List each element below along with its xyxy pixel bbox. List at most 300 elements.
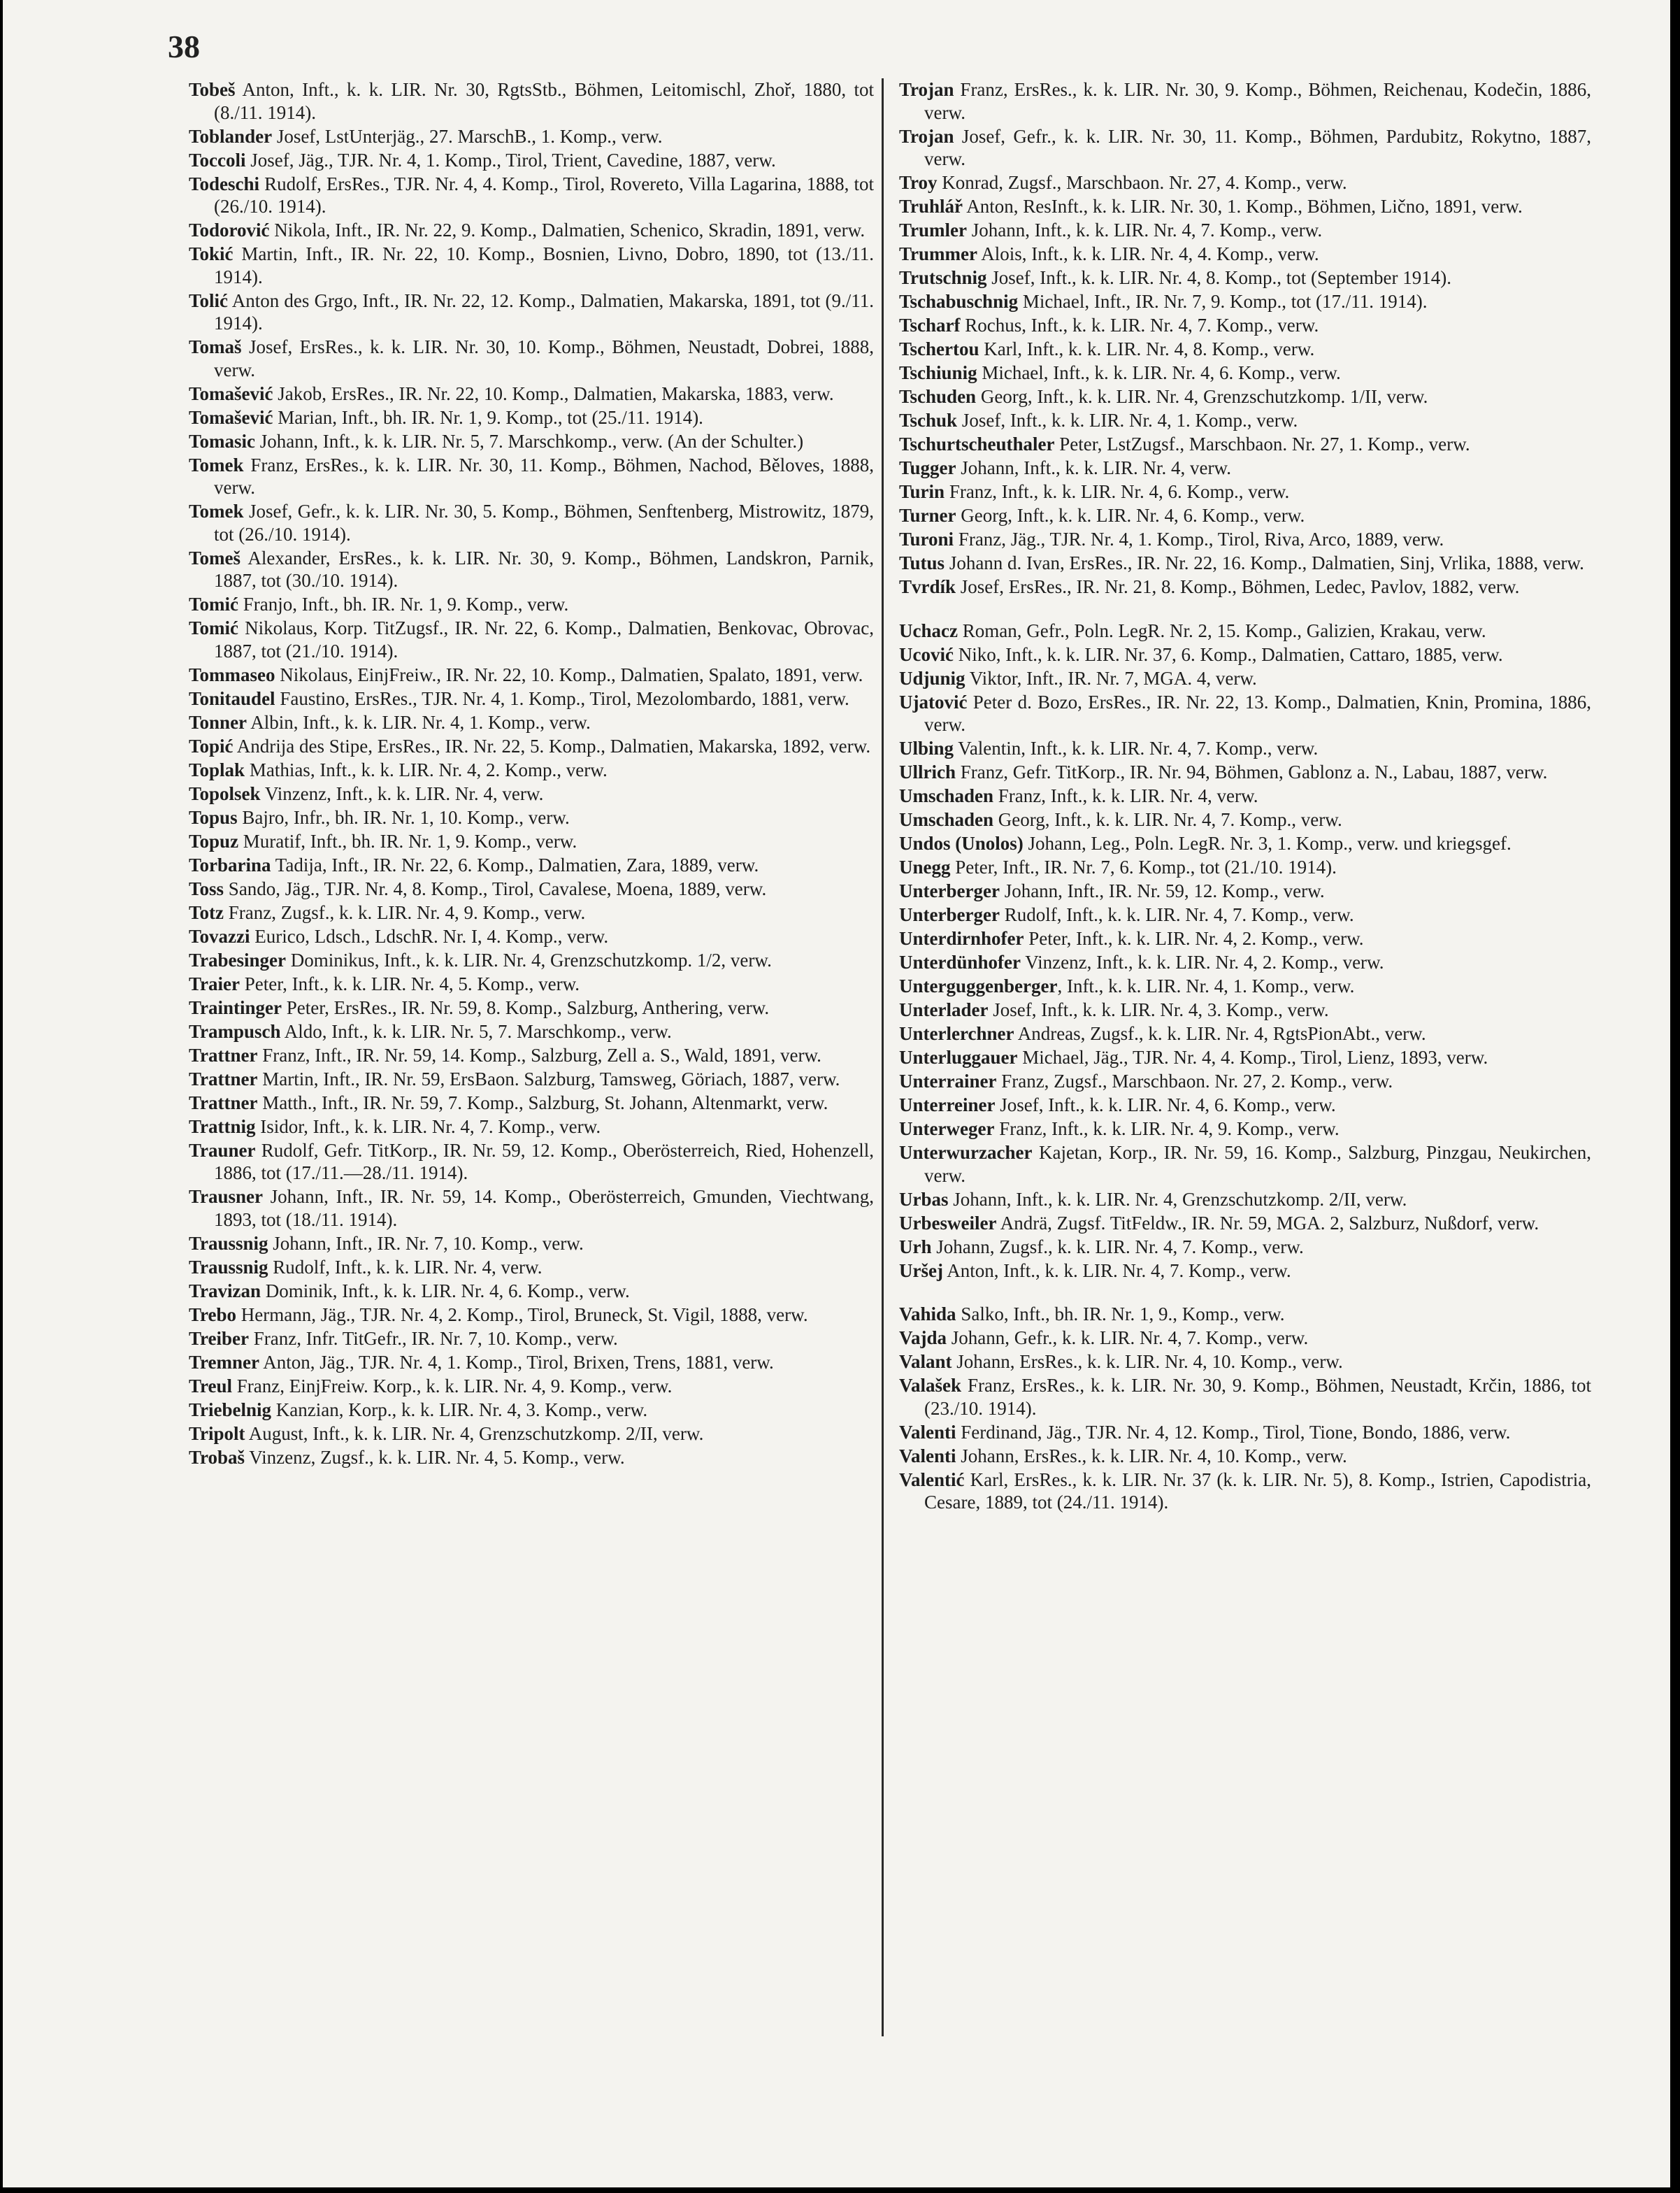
entry-details: Andrija des Stipe, ErsRes., IR. Nr. 22, 5. Komp., Dalmatien, Makarska, 1892, verw. xyxy=(233,735,871,757)
entry-details: Vinzenz, Inft., k. k. LIR. Nr. 4, 2. Komp., verw. xyxy=(1021,952,1384,973)
entry-surname: Unterreiner xyxy=(899,1094,996,1115)
entry-surname: Tomaš xyxy=(189,336,242,357)
casualty-entry xyxy=(899,1259,1591,1283)
casualty-entry xyxy=(189,711,874,734)
casualty-entry xyxy=(899,1022,1591,1045)
entry-surname: Toccoli xyxy=(189,149,246,171)
casualty-entry xyxy=(189,1351,874,1374)
casualty-entry xyxy=(899,808,1591,831)
entry-surname: Troy xyxy=(899,172,938,193)
entry-details: Johann, ErsRes., k. k. LIR. Nr. 4, 10. Komp., verw. xyxy=(956,1445,1347,1466)
casualty-entry xyxy=(189,735,874,758)
entry-surname: Tokić xyxy=(189,243,234,264)
casualty-entry xyxy=(899,691,1591,736)
entry-surname: Truhlář xyxy=(899,196,963,217)
entry-details: Anton des Grgo, Inft., IR. Nr. 22, 12. Komp., Dalmatien, Makarska, 1891, tot (9./11. 1914). xyxy=(214,290,874,334)
entry-details: Hermann, Jäg., TJR. Nr. 4, 2. Komp., Tirol, Bruneck, St. Vigil, 1888, verw. xyxy=(236,1303,808,1325)
entry-details: Rudolf, Inft., k. k. LIR. Nr. 4, verw. xyxy=(268,1256,543,1278)
entry-surname: Umschaden xyxy=(899,785,994,806)
entry-details: Michael, Inft., k. k. LIR. Nr. 4, 6. Komp., verw. xyxy=(977,362,1341,383)
casualty-entry xyxy=(189,687,874,710)
casualty-entry xyxy=(899,1469,1591,1514)
entry-surname: Tutus xyxy=(899,552,945,573)
entry-details: Franz, Gefr. TitKorp., IR. Nr. 94, Böhmen, Gablonz a. N., Labau, 1887, verw. xyxy=(956,762,1548,783)
entry-surname: Toblander xyxy=(189,125,273,147)
entry-surname: Topus xyxy=(189,806,238,828)
entry-surname: Todorović xyxy=(189,220,270,241)
casualty-entry xyxy=(899,761,1591,784)
column-divider xyxy=(882,78,884,2036)
casualty-entry xyxy=(899,338,1591,361)
entry-details: Nikola, Inft., IR. Nr. 22, 9. Komp., Dalmatien, Schenico, Skradin, 1891, verw. xyxy=(269,220,866,241)
entry-details: Johann, ErsRes., k. k. LIR. Nr. 4, 10. Komp., verw. xyxy=(952,1351,1343,1372)
entry-details: Alois, Inft., k. k. LIR. Nr. 4, 4. Komp., verw. xyxy=(977,243,1319,264)
entry-details: Peter, LstZugsf., Marschbaon. Nr. 27, 1. Komp., verw. xyxy=(1054,434,1470,455)
entry-surname: Tschiunig xyxy=(899,362,977,383)
entry-surname: Urbesweiler xyxy=(899,1212,997,1234)
casualty-entry xyxy=(899,620,1591,643)
entry-details: Karl, ErsRes., k. k. LIR. Nr. 37 (k. k. LIR. Nr. 5), 8. Komp., Istrien, Capodistria, Cesare, 1889, tot (24./11. 1914). xyxy=(924,1469,1591,1513)
casualty-entry xyxy=(899,314,1591,337)
entry-details: Georg, Inft., k. k. LIR. Nr. 4, Grenzschutzkomp. 1/II, verw. xyxy=(976,386,1428,407)
casualty-entry xyxy=(189,149,874,172)
casualty-entry xyxy=(189,1375,874,1398)
entry-details: Kajetan, Korp., IR. Nr. 59, 16. Komp., Salzburg, Pinzgau, Neukirchen, verw. xyxy=(924,1142,1591,1186)
entry-surname: Tschabuschnig xyxy=(899,291,1019,312)
casualty-entry xyxy=(899,1303,1591,1326)
entry-surname: Topuz xyxy=(189,830,239,852)
entry-surname: Tschuden xyxy=(899,386,977,407)
entry-surname: Tomasic xyxy=(189,430,256,452)
entry-details: Muratif, Inft., bh. IR. Nr. 1, 9. Komp., verw. xyxy=(238,830,577,852)
entry-surname: Unterberger xyxy=(899,904,1000,925)
entry-surname: Tschurtscheuthaler xyxy=(899,434,1055,455)
entry-details: Roman, Gefr., Poln. LegR. Nr. 2, 15. Komp., Galizien, Krakau, verw. xyxy=(957,620,1486,641)
entry-details: Konrad, Zugsf., Marschbaon. Nr. 27, 4. Komp., verw. xyxy=(937,172,1347,193)
casualty-entry xyxy=(899,171,1591,194)
entry-details: Josef, Jäg., TJR. Nr. 4, 1. Komp., Tirol, Trient, Cavedine, 1887, verw. xyxy=(245,149,776,171)
casualty-entry xyxy=(899,1117,1591,1141)
casualty-entry xyxy=(189,1422,874,1445)
casualty-entry xyxy=(899,552,1591,575)
entry-surname: Tschuk xyxy=(899,410,958,431)
entry-details: Anton, Inft., k. k. LIR. Nr. 4, 7. Komp., verw. xyxy=(942,1259,1291,1281)
casualty-entry xyxy=(899,125,1591,171)
casualty-entry xyxy=(189,1068,874,1091)
entry-details: Aldo, Inft., k. k. LIR. Nr. 5, 7. Marschkomp., verw. xyxy=(280,1020,672,1042)
entry-surname: Turin xyxy=(899,481,945,502)
entry-surname: Topić xyxy=(189,735,234,757)
casualty-entry xyxy=(899,927,1591,950)
casualty-entry xyxy=(899,385,1591,408)
entry-details: Johann d. Ivan, ErsRes., IR. Nr. 22, 16. Komp., Dalmatien, Sinj, Vrlika, 1888, verw. xyxy=(945,552,1584,573)
entry-details: Johann, Inft., IR. Nr. 59, 12. Komp., verw. xyxy=(999,880,1325,901)
casualty-entry xyxy=(189,290,874,335)
entry-surname: Valenti xyxy=(899,1445,956,1466)
entry-details: Alexander, ErsRes., k. k. LIR. Nr. 30, 9. Komp., Böhmen, Landskron, Parnik, 1887, tot (30./10. 1914). xyxy=(214,547,874,591)
entry-surname: Unterdirnhofer xyxy=(899,928,1024,949)
entry-details: Johann, Leg., Poln. LegR. Nr. 3, 1. Komp., verw. und kriegsgef. xyxy=(1023,833,1512,854)
entry-surname: Tripolt xyxy=(189,1422,245,1444)
entry-details: Franz, Jäg., TJR. Nr. 4, 1. Komp., Tirol, Riva, Arco, 1889, verw. xyxy=(954,529,1444,550)
entry-details: Johann, Inft., k. k. LIR. Nr. 4, verw. xyxy=(956,457,1231,478)
entry-surname: Trattner xyxy=(189,1092,258,1113)
casualty-entry xyxy=(189,593,874,616)
entry-details: Nikolaus, Korp. TitZugsf., IR. Nr. 22, 6. Komp., Dalmatien, Benkovac, Obrovac, 1887, tot (21./10. 1914). xyxy=(214,617,874,662)
entry-details: Johann, Inft., k. k. LIR. Nr. 4, 7. Komp., verw. xyxy=(966,220,1323,241)
casualty-entry xyxy=(899,433,1591,456)
casualty-entry xyxy=(899,737,1591,760)
casualty-entry xyxy=(189,406,874,429)
entry-surname: Tolić xyxy=(189,290,229,311)
casualty-entry xyxy=(899,78,1591,124)
casualty-entry xyxy=(899,880,1591,903)
casualty-entry xyxy=(189,547,874,592)
entry-surname: Traintinger xyxy=(189,997,282,1018)
entry-details: Martin, Inft., IR. Nr. 22, 10. Komp., Bosnien, Livno, Dobro, 1890, tot (13./11. 1914). xyxy=(214,243,874,287)
entry-surname: Tobeš xyxy=(189,79,236,100)
entry-surname: Unterlerchner xyxy=(899,1023,1014,1044)
entry-surname: Tomek xyxy=(189,501,244,522)
casualty-entry xyxy=(189,383,874,406)
entry-details: Josef, Gefr., k. k. LIR. Nr. 30, 11. Komp., Böhmen, Pardubitz, Rokytno, 1887, verw. xyxy=(924,125,1591,169)
entry-surname: Tonner xyxy=(189,711,247,733)
entry-details: Jakob, ErsRes., IR. Nr. 22, 10. Komp., Dalmatien, Makarska, 1883, verw. xyxy=(273,383,834,404)
casualty-entry xyxy=(189,1092,874,1115)
entry-surname: Topolsek xyxy=(189,783,261,804)
casualty-entry xyxy=(189,664,874,687)
entry-surname: Unterwurzacher xyxy=(899,1142,1033,1163)
entry-details: Anton, Inft., k. k. LIR. Nr. 30, RgtsStb., Böhmen, Leitomischl, Zhoř, 1880, tot (8./11. 1914). xyxy=(214,79,874,123)
casualty-entry xyxy=(899,856,1591,879)
casualty-entry xyxy=(189,901,874,924)
entry-details: Ferdinand, Jäg., TJR. Nr. 4, 12. Komp., Tirol, Tione, Bondo, 1886, verw. xyxy=(956,1421,1511,1443)
entry-details: Peter, Inft., IR. Nr. 7, 6. Komp., tot (21./10. 1914). xyxy=(950,857,1337,878)
document-page xyxy=(3,0,1670,2187)
casualty-entry xyxy=(189,1280,874,1303)
casualty-entry xyxy=(899,1141,1591,1187)
casualty-entry xyxy=(899,1070,1591,1093)
entry-surname: Trampusch xyxy=(189,1020,281,1042)
casualty-entry xyxy=(899,457,1591,480)
casualty-entry xyxy=(189,806,874,829)
entry-surname: Trattnig xyxy=(189,1115,256,1137)
entry-details: Andreas, Zugsf., k. k. LIR. Nr. 4, RgtsPionAbt., verw. xyxy=(1014,1023,1426,1044)
entry-details: Peter, Inft., k. k. LIR. Nr. 4, 5. Komp., verw. xyxy=(239,973,580,994)
casualty-entry xyxy=(189,1020,874,1043)
entry-surname: Tremner xyxy=(189,1351,259,1373)
casualty-entry xyxy=(189,78,874,124)
entry-surname: Unterluggauer xyxy=(899,1047,1018,1068)
entry-surname: Trummer xyxy=(899,243,977,264)
entry-surname: Trausner xyxy=(189,1186,263,1207)
casualty-entry xyxy=(189,1327,874,1350)
casualty-entry xyxy=(899,667,1591,690)
entry-details: Isidor, Inft., k. k. LIR. Nr. 4, 7. Komp., verw. xyxy=(255,1115,601,1137)
entry-surname: Undos (Unolos) xyxy=(899,833,1024,854)
entry-surname: Unterrainer xyxy=(899,1071,997,1092)
casualty-entry xyxy=(189,1139,874,1185)
casualty-entry xyxy=(189,997,874,1020)
entry-surname: Traussnig xyxy=(189,1256,268,1278)
entry-surname: Trumler xyxy=(899,220,967,241)
casualty-entry xyxy=(189,500,874,545)
entry-details: Anton, ResInft., k. k. LIR. Nr. 30, 1. Komp., Böhmen, Lično, 1891, verw. xyxy=(963,196,1523,217)
entry-surname: Uchacz xyxy=(899,620,958,641)
casualty-entry xyxy=(899,832,1591,855)
casualty-entry xyxy=(899,362,1591,385)
entry-surname: Trojan xyxy=(899,125,954,147)
casualty-entry xyxy=(899,643,1591,666)
entry-details: Johann, Inft., IR. Nr. 7, 10. Komp., verw. xyxy=(268,1232,584,1254)
entry-surname: Unterlader xyxy=(899,999,989,1020)
left-column xyxy=(189,78,874,2036)
casualty-entry xyxy=(899,1445,1591,1468)
entry-surname: Totz xyxy=(189,901,224,923)
entry-details: Franjo, Inft., bh. IR. Nr. 1, 9. Komp., verw. xyxy=(238,594,569,615)
casualty-entry xyxy=(189,878,874,901)
entry-surname: Torbarina xyxy=(189,854,271,876)
entry-details: Sando, Jäg., TJR. Nr. 4, 8. Komp., Tirol, Cavalese, Moena, 1889, verw. xyxy=(224,878,767,899)
entry-details: Josef, Inft., k. k. LIR. Nr. 4, 6. Komp., verw. xyxy=(995,1094,1336,1115)
casualty-entry xyxy=(189,336,874,381)
entry-details: Johann, Inft., k. k. LIR. Nr. 5, 7. Marschkomp., verw. (An der Schulter.) xyxy=(255,430,804,452)
entry-surname: Tomeš xyxy=(189,547,241,569)
casualty-entry xyxy=(899,1094,1591,1117)
entry-surname: Ulbing xyxy=(899,738,954,759)
casualty-entry xyxy=(899,903,1591,927)
entry-details: Mathias, Inft., k. k. LIR. Nr. 4, 2. Komp., verw. xyxy=(245,759,608,780)
casualty-entry xyxy=(899,480,1591,503)
casualty-entry xyxy=(189,925,874,948)
casualty-entry xyxy=(899,785,1591,808)
casualty-entry xyxy=(899,975,1591,998)
entry-surname: Toss xyxy=(189,878,224,899)
casualty-entry xyxy=(899,219,1591,242)
casualty-entry xyxy=(899,1327,1591,1350)
entry-surname: Triebelnig xyxy=(189,1399,271,1420)
entry-surname: Treul xyxy=(189,1375,233,1396)
entry-details: Kanzian, Korp., k. k. LIR. Nr. 4, 3. Komp., verw. xyxy=(271,1399,648,1420)
casualty-entry xyxy=(899,409,1591,432)
entry-surname: Tomašević xyxy=(189,406,273,428)
casualty-entry xyxy=(899,504,1591,527)
entry-surname: Trattner xyxy=(189,1044,258,1066)
casualty-entry xyxy=(899,1188,1591,1211)
casualty-entry xyxy=(899,195,1591,218)
entry-details: Franz, Zugsf., k. k. LIR. Nr. 4, 9. Komp., verw. xyxy=(224,901,586,923)
entry-surname: Valenti xyxy=(899,1421,956,1443)
entry-details: Niko, Inft., k. k. LIR. Nr. 37, 6. Komp., Dalmatien, Cattaro, 1885, verw. xyxy=(953,643,1503,665)
entry-details: Josef, Inft., k. k. LIR. Nr. 4, 1. Komp., verw. xyxy=(957,410,1298,431)
entry-surname: Ujatović xyxy=(899,691,968,713)
entry-surname: Traussnig xyxy=(189,1232,268,1254)
casualty-entry xyxy=(189,454,874,499)
entry-details: Johann, Gefr., k. k. LIR. Nr. 4, 7. Komp., verw. xyxy=(947,1327,1309,1348)
casualty-entry xyxy=(899,1212,1591,1235)
casualty-entry xyxy=(899,1236,1591,1259)
entry-details: Vinzenz, Zugsf., k. k. LIR. Nr. 4, 5. Komp., verw. xyxy=(245,1446,625,1468)
entry-surname: Travizan xyxy=(189,1280,261,1301)
entry-details: Josef, Inft., k. k. LIR. Nr. 4, 8. Komp., tot (September 1914). xyxy=(986,267,1451,288)
entry-details: Josef, ErsRes., IR. Nr. 21, 8. Komp., Böhmen, Ledec, Pavlov, 1882, verw. xyxy=(956,576,1520,597)
entry-details: Franz, Inft., k. k. LIR. Nr. 4, 9. Komp., verw. xyxy=(994,1118,1340,1139)
entry-surname: Tomić xyxy=(189,594,239,615)
entry-surname: Unegg xyxy=(899,857,951,878)
entry-details: Martin, Inft., IR. Nr. 59, ErsBaon. Salzburg, Tamsweg, Göriach, 1887, verw. xyxy=(257,1068,840,1090)
entry-details: Karl, Inft., k. k. LIR. Nr. 4, 8. Komp., verw. xyxy=(979,338,1315,359)
entry-details: Josef, Inft., k. k. LIR. Nr. 4, 3. Komp., verw. xyxy=(988,999,1329,1020)
page-number: 38 xyxy=(168,29,200,64)
entry-surname: Todeschi xyxy=(189,173,260,194)
entry-surname: Tvrdík xyxy=(899,576,956,597)
casualty-entry xyxy=(189,1399,874,1422)
entry-details: Marian, Inft., bh. IR. Nr. 1, 9. Komp., tot (25./11. 1914). xyxy=(273,406,703,428)
entry-surname: Tscharf xyxy=(899,315,961,336)
entry-details: Rudolf, Inft., k. k. LIR. Nr. 4, 7. Komp., verw. xyxy=(999,904,1354,925)
casualty-entry xyxy=(899,576,1591,599)
entry-details: Johann, Inft., IR. Nr. 59, 14. Komp., Oberösterreich, Gmunden, Viechtwang, 1893, tot (18./11. 1914). xyxy=(214,1186,874,1230)
entry-details: Tadija, Inft., IR. Nr. 22, 6. Komp., Dalmatien, Zara, 1889, verw. xyxy=(271,854,759,876)
casualty-entry xyxy=(189,759,874,782)
casualty-entry xyxy=(189,783,874,806)
entry-surname: Tonitaudel xyxy=(189,687,275,709)
entry-details: Peter d. Bozo, ErsRes., IR. Nr. 22, 13. Komp., Dalmatien, Knin, Promina, 1886, verw. xyxy=(924,691,1591,735)
entry-details: Georg, Inft., k. k. LIR. Nr. 4, 7. Komp., verw. xyxy=(993,809,1342,830)
casualty-entry xyxy=(189,1044,874,1067)
entry-surname: Tovazzi xyxy=(189,925,250,947)
entry-surname: Valentić xyxy=(899,1469,965,1490)
entry-details: , Inft., k. k. LIR. Nr. 4, 1. Komp., verw. xyxy=(1057,976,1355,997)
casualty-entry xyxy=(189,854,874,877)
entry-details: Rudolf, Gefr. TitKorp., IR. Nr. 59, 12. Komp., Oberösterreich, Ried, Hohenzell, 1886, tot (17./11.—28./11. 1914). xyxy=(214,1139,874,1183)
entry-details: Rudolf, ErsRes., TJR. Nr. 4, 4. Komp., Tirol, Rovereto, Villa Lagarina, 1888, tot (26./10. 1914). xyxy=(214,173,874,217)
entry-details: August, Inft., k. k. LIR. Nr. 4, Grenzschutzkomp. 2/II, verw. xyxy=(245,1422,704,1444)
casualty-entry xyxy=(189,617,874,662)
entry-details: Franz, Infr. TitGefr., IR. Nr. 7, 10. Komp., verw. xyxy=(248,1327,618,1349)
casualty-entry xyxy=(189,1256,874,1279)
entry-details: Johann, Inft., k. k. LIR. Nr. 4, Grenzschutzkomp. 2/II, verw. xyxy=(948,1188,1407,1210)
entry-details: Faustino, ErsRes., TJR. Nr. 4, 1. Komp., Tirol, Mezolombardo, 1881, verw. xyxy=(275,687,849,709)
entry-surname: Urh xyxy=(899,1236,932,1257)
entry-details: Peter, Inft., k. k. LIR. Nr. 4, 2. Komp., verw. xyxy=(1024,928,1364,949)
casualty-entry xyxy=(899,1374,1591,1420)
entry-surname: Treiber xyxy=(189,1327,249,1349)
entry-surname: Trattner xyxy=(189,1068,258,1090)
entry-details: Valentin, Inft., k. k. LIR. Nr. 4, 7. Komp., verw. xyxy=(954,738,1319,759)
entry-surname: Tommaseo xyxy=(189,664,275,685)
entry-details: Vinzenz, Inft., k. k. LIR. Nr. 4, verw. xyxy=(260,783,544,804)
casualty-entry xyxy=(899,290,1591,313)
casualty-entry xyxy=(899,1421,1591,1444)
entry-details: Viktor, Inft., IR. Nr. 7, MGA. 4, verw. xyxy=(965,667,1257,689)
casualty-entry xyxy=(189,1303,874,1327)
entry-details: Franz, Inft., IR. Nr. 59, 14. Komp., Salzburg, Zell a. S., Wald, 1891, verw. xyxy=(257,1044,821,1066)
entry-details: Michael, Inft., IR. Nr. 7, 9. Komp., tot (17./11. 1914). xyxy=(1018,291,1428,312)
entry-details: Franz, Zugsf., Marschbaon. Nr. 27, 2. Komp., verw. xyxy=(996,1071,1393,1092)
casualty-entry xyxy=(899,528,1591,551)
entry-surname: Unterguggenberger xyxy=(899,976,1058,997)
entry-details: Franz, ErsRes., k. k. LIR. Nr. 30, 9. Komp., Böhmen, Neustadt, Krčin, 1886, tot (23./10. 1914). xyxy=(924,1375,1591,1419)
entry-details: Matth., Inft., IR. Nr. 59, 7. Komp., Salzburg, St. Johann, Altenmarkt, verw. xyxy=(257,1092,828,1113)
entry-details: Eurico, Ldsch., LdschR. Nr. I, 4. Komp., verw. xyxy=(250,925,609,947)
casualty-entry xyxy=(189,1232,874,1255)
entry-details: Josef, Gefr., k. k. LIR. Nr. 30, 5. Komp., Böhmen, Senftenberg, Mistrowitz, 1879, tot (26./10. 1914). xyxy=(214,501,874,545)
entry-surname: Urbas xyxy=(899,1188,949,1210)
casualty-entry xyxy=(189,1446,874,1469)
entry-details: Franz, Inft., k. k. LIR. Nr. 4, 6. Komp., verw. xyxy=(945,481,1290,502)
entry-details: Michael, Jäg., TJR. Nr. 4, 4. Komp., Tirol, Lienz, 1893, verw. xyxy=(1017,1047,1488,1068)
entry-details: Franz, Inft., k. k. LIR. Nr. 4, verw. xyxy=(993,785,1258,806)
entry-details: Josef, ErsRes., k. k. LIR. Nr. 30, 10. Komp., Böhmen, Neustadt, Dobrei, 1888, verw. xyxy=(214,336,874,380)
entry-details: Andrä, Zugsf. TitFeldw., IR. Nr. 59, MGA. 2, Salzburz, Nußdorf, verw. xyxy=(996,1212,1539,1234)
entry-surname: Ucović xyxy=(899,643,954,665)
entry-details: Salko, Inft., bh. IR. Nr. 1, 9., Komp., verw. xyxy=(956,1303,1285,1324)
entry-details: Anton, Jäg., TJR. Nr. 4, 1. Komp., Tirol, Brixen, Trens, 1881, verw. xyxy=(259,1351,774,1373)
entry-details: Josef, LstUnterjäg., 27. MarschB., 1. Komp., verw. xyxy=(272,125,663,147)
entry-details: Peter, ErsRes., IR. Nr. 59, 8. Komp., Salzburg, Anthering, verw. xyxy=(281,997,770,1018)
entry-surname: Uršej xyxy=(899,1259,943,1281)
entry-surname: Tomek xyxy=(189,454,244,476)
entry-surname: Umschaden xyxy=(899,809,994,830)
entry-surname: Valant xyxy=(899,1351,952,1372)
entry-surname: Valašek xyxy=(899,1375,962,1396)
entry-surname: Unterberger xyxy=(899,880,1000,901)
casualty-entry xyxy=(189,125,874,148)
entry-surname: Toplak xyxy=(189,759,245,780)
casualty-entry xyxy=(189,1185,874,1231)
casualty-entry xyxy=(189,830,874,853)
right-column xyxy=(899,78,1591,2036)
entry-surname: Unterdünhofer xyxy=(899,952,1021,973)
entry-surname: Tugger xyxy=(899,457,956,478)
entry-surname: Turoni xyxy=(899,529,954,550)
entry-details: Georg, Inft., k. k. LIR. Nr. 4, 6. Komp., verw. xyxy=(956,505,1305,526)
entry-surname: Tomašević xyxy=(189,383,273,404)
entry-surname: Turner xyxy=(899,505,956,526)
casualty-entry xyxy=(189,173,874,218)
entry-surname: Traier xyxy=(189,973,240,994)
entry-surname: Ullrich xyxy=(899,762,956,783)
entry-surname: Trebo xyxy=(189,1303,237,1325)
entry-details: Dominik, Inft., k. k. LIR. Nr. 4, 6. Komp., verw. xyxy=(261,1280,630,1301)
casualty-entry xyxy=(899,999,1591,1022)
entry-details: Nikolaus, EinjFreiw., IR. Nr. 22, 10. Komp., Dalmatien, Spalato, 1891, verw. xyxy=(275,664,863,685)
casualty-entry xyxy=(189,219,874,242)
entry-details: Franz, EinjFreiw. Korp., k. k. LIR. Nr. 4, 9. Komp., verw. xyxy=(232,1375,673,1396)
entry-surname: Vajda xyxy=(899,1327,947,1348)
casualty-entry xyxy=(189,1115,874,1138)
entry-details: Franz, ErsRes., k. k. LIR. Nr. 30, 11. Komp., Böhmen, Nachod, Běloves, 1888, verw. xyxy=(214,454,874,498)
casualty-entry xyxy=(899,1046,1591,1069)
entry-surname: Trauner xyxy=(189,1139,256,1161)
casualty-entry xyxy=(189,949,874,972)
entry-surname: Tomić xyxy=(189,617,239,638)
entry-details: Rochus, Inft., k. k. LIR. Nr. 4, 7. Komp., verw. xyxy=(960,315,1319,336)
casualty-entry xyxy=(899,243,1591,266)
entry-surname: Vahida xyxy=(899,1303,956,1324)
entry-surname: Unterweger xyxy=(899,1118,995,1139)
entry-details: Albin, Inft., k. k. LIR. Nr. 4, 1. Komp., verw. xyxy=(247,711,591,733)
casualty-entry xyxy=(189,430,874,453)
entry-details: Franz, ErsRes., k. k. LIR. Nr. 30, 9. Komp., Böhmen, Reichenau, Kodečin, 1886, verw. xyxy=(924,79,1591,123)
entry-surname: Trobaš xyxy=(189,1446,245,1468)
casualty-entry xyxy=(189,973,874,996)
entry-surname: Trojan xyxy=(899,79,954,100)
entry-surname: Trutschnig xyxy=(899,267,987,288)
casualty-entry xyxy=(899,1350,1591,1373)
entry-details: Dominikus, Inft., k. k. LIR. Nr. 4, Grenzschutzkomp. 1/2, verw. xyxy=(285,949,772,971)
